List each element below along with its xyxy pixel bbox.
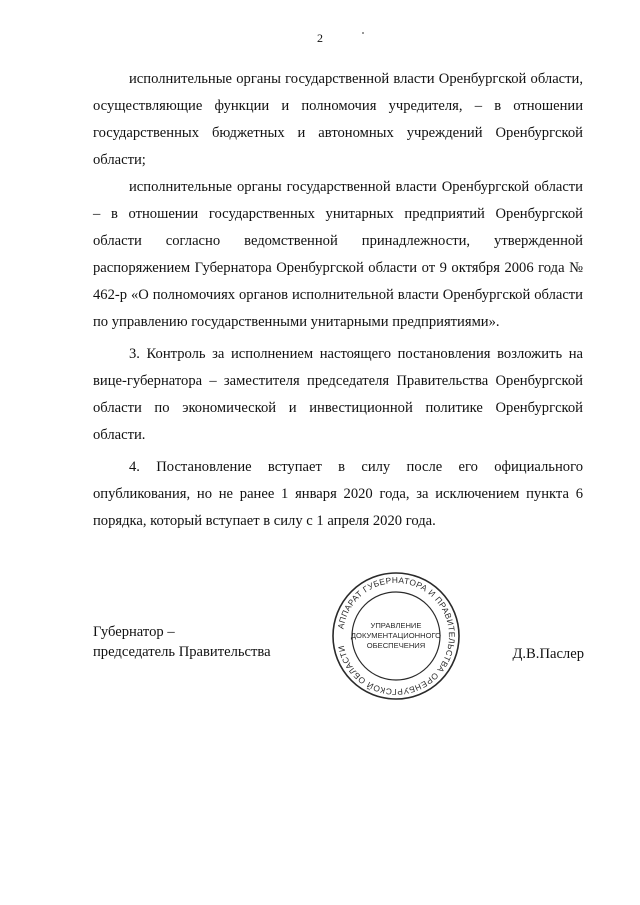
seal-outer-text: АППАРАТ ГУБЕРНАТОРА И ПРАВИТЕЛЬСТВА ОРЕНБУРГСКОЙ ОБЛАСТИ [335, 574, 458, 698]
paragraph-executive-bodies-institutions: исполнительные органы государственной власти Оренбургской области, осуществляющие функции и полномочия учредителя, – в отношении государственных бюджетных и автономных учреждений Оренбургской области; [93, 71, 583, 168]
seal-inner-line-3: ОБЕСПЕЧЕНИЯ [366, 641, 426, 650]
page-number: 2 [317, 31, 323, 45]
document-body [93, 66, 583, 535]
signatory-title [93, 622, 271, 662]
seal-inner-line-2: ДОКУМЕНТАЦИОННОГО [350, 631, 442, 640]
official-seal [330, 570, 462, 702]
paragraph-control-clause: 3. Контроль за исполнением настоящего постановления возложить на вице-губернатора – заместителя председателя Правительства Оренбургской области по экономической и инвестиционной политике Оренбургской области. [93, 346, 583, 443]
signatory-title-line-1: Губернатор – [93, 624, 175, 640]
paragraph-effective-date-clause: 4. Постановление вступает в силу после его официального опубликования, но не ранее 1 января 2020 года, за исключением пункта 6 порядка, который вступает в силу с 1 апреля 2020 года. [93, 459, 583, 529]
paragraph-executive-bodies-enterprises: исполнительные органы государственной власти Оренбургской области – в отношении государственных унитарных предприятий Оренбургской области согласно ведомственной принадлежности, утвержденной распоряжением Губернатора Оренбургской области от 9 октября 2006 года № 462-р «О полномочиях органов исполнительной власти Оренбургской области по управлению государственными унитарными предприятиями». [93, 179, 583, 330]
seal-inner-line-1: УПРАВЛЕНИЕ [370, 621, 422, 630]
signatory-title-line-2: председатель Правительства [93, 644, 271, 660]
scan-dot [362, 32, 364, 34]
signatory-name: Д.В.Паслер [512, 646, 584, 662]
